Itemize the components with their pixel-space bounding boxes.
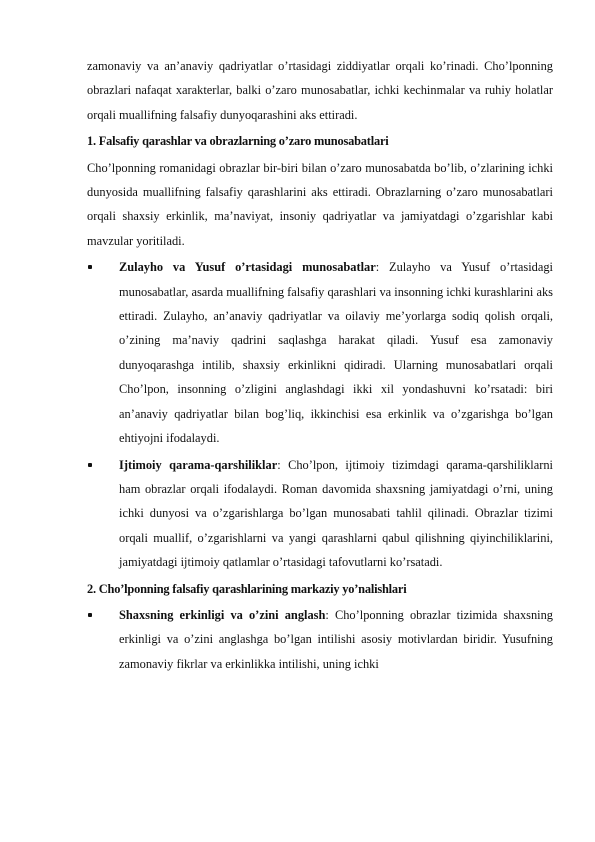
bullet-icon (88, 613, 92, 617)
list-item (87, 255, 553, 450)
bullet-icon (88, 265, 92, 269)
list-item-text: : Cho’lponning obrazlar tizimida shaxsning erkinligi va o’zini anglashga bo’lgan intilishi asosiy motivlardan biridir. Yusufning zamonaviy fikrlar va erkinlikka intilishi, uning ichki (119, 607, 553, 671)
bullet-icon (88, 463, 92, 467)
section-2-list (87, 603, 553, 676)
intro-paragraph: zamonaviy va an’anaviy qadriyatlar o’rtasidagi ziddiyatlar orqali ko’rinadi. Cho’lponning obrazlari nafaqat xarakterlar, balki o’zaro munosabatlar, ichki kechinmalar va ruhiy holatlar orqali muallifning falsafiy dunyoqarashini aks ettiradi. (87, 59, 553, 122)
list-item-text: : Zulayho va Yusuf o’rtasidagi munosabatlar, asarda muallifning falsafiy qarashlari va insonning ichki kurashlarini aks ettiradi. Zulayho, an’anaviy qadriyatlar va oilaviy me’yorlarga sodiq qolish orqali, o’zining ma’naviy qadrini saqlashga harakat qiladi. Yusuf esa zamonaviy dunyoqarashga intilib, shaxsiy erkinlikni qidiradi. Ularning munosabatlari orqali Cho’lpon, insonning o’zligini anglashdagi ikki xil yondashuvni ko’rsatadi: biri an’anaviy qadriyatlar bilan bog’liq, ikkinchisi esa erkinlik va o’zgarishga bo’lgan ehtiyojni ifodalaydi. (119, 260, 553, 446)
document-page (87, 54, 553, 676)
list-item-text: : Cho’lpon, ijtimoiy tizimdagi qarama-qarshiliklarni ham obrazlar orqali ifodalaydi. Roman davomida shaxsning jamiyatdagi o’rni, uning ichki dunyosi va o’zgarishlarga bo’lgan munosabati tahlil qilinadi. Obrazlar tizimi orqali muallif, o’zgarishlarni va yangi qarashlarni qabul qilishning qiyinchiliklarini, jamiyatdagi ijtimoiy qatlamlar o’rtasidagi tafovutlarni ko’rsatadi. (119, 457, 553, 570)
list-item-title: Shaxsning erkinligi va o’zini anglash (119, 607, 326, 622)
section-1-heading: 1. Falsafiy qarashlar va obrazlarning o’zaro munosabatlari (87, 134, 389, 149)
list-item-title: Ijtimoiy qarama-qarshiliklar (119, 457, 278, 472)
section-1-list (87, 255, 553, 574)
list-item (87, 453, 553, 575)
list-item (87, 603, 553, 676)
list-item-title: Zulayho va Yusuf o’rtasidagi munosabatlar (119, 260, 376, 275)
section-1-paragraph: Cho’lponning romanidagi obrazlar bir-biri bilan o’zaro munosabatda bo’lib, o’zlarining ichki dunyosida muallifning falsafiy qarashlarini aks ettiradi. Obrazlarning o’zaro munosabatlari orqali shaxsiy erkinlik, ma’naviyat, insoniy qadriyatlar va jamiyatdagi o’zgarishlar kabi mavzular yoritiladi. (87, 160, 553, 248)
section-2-heading: 2. Cho’lponning falsafiy qarashlarining markaziy yo’nalishlari (87, 581, 407, 596)
